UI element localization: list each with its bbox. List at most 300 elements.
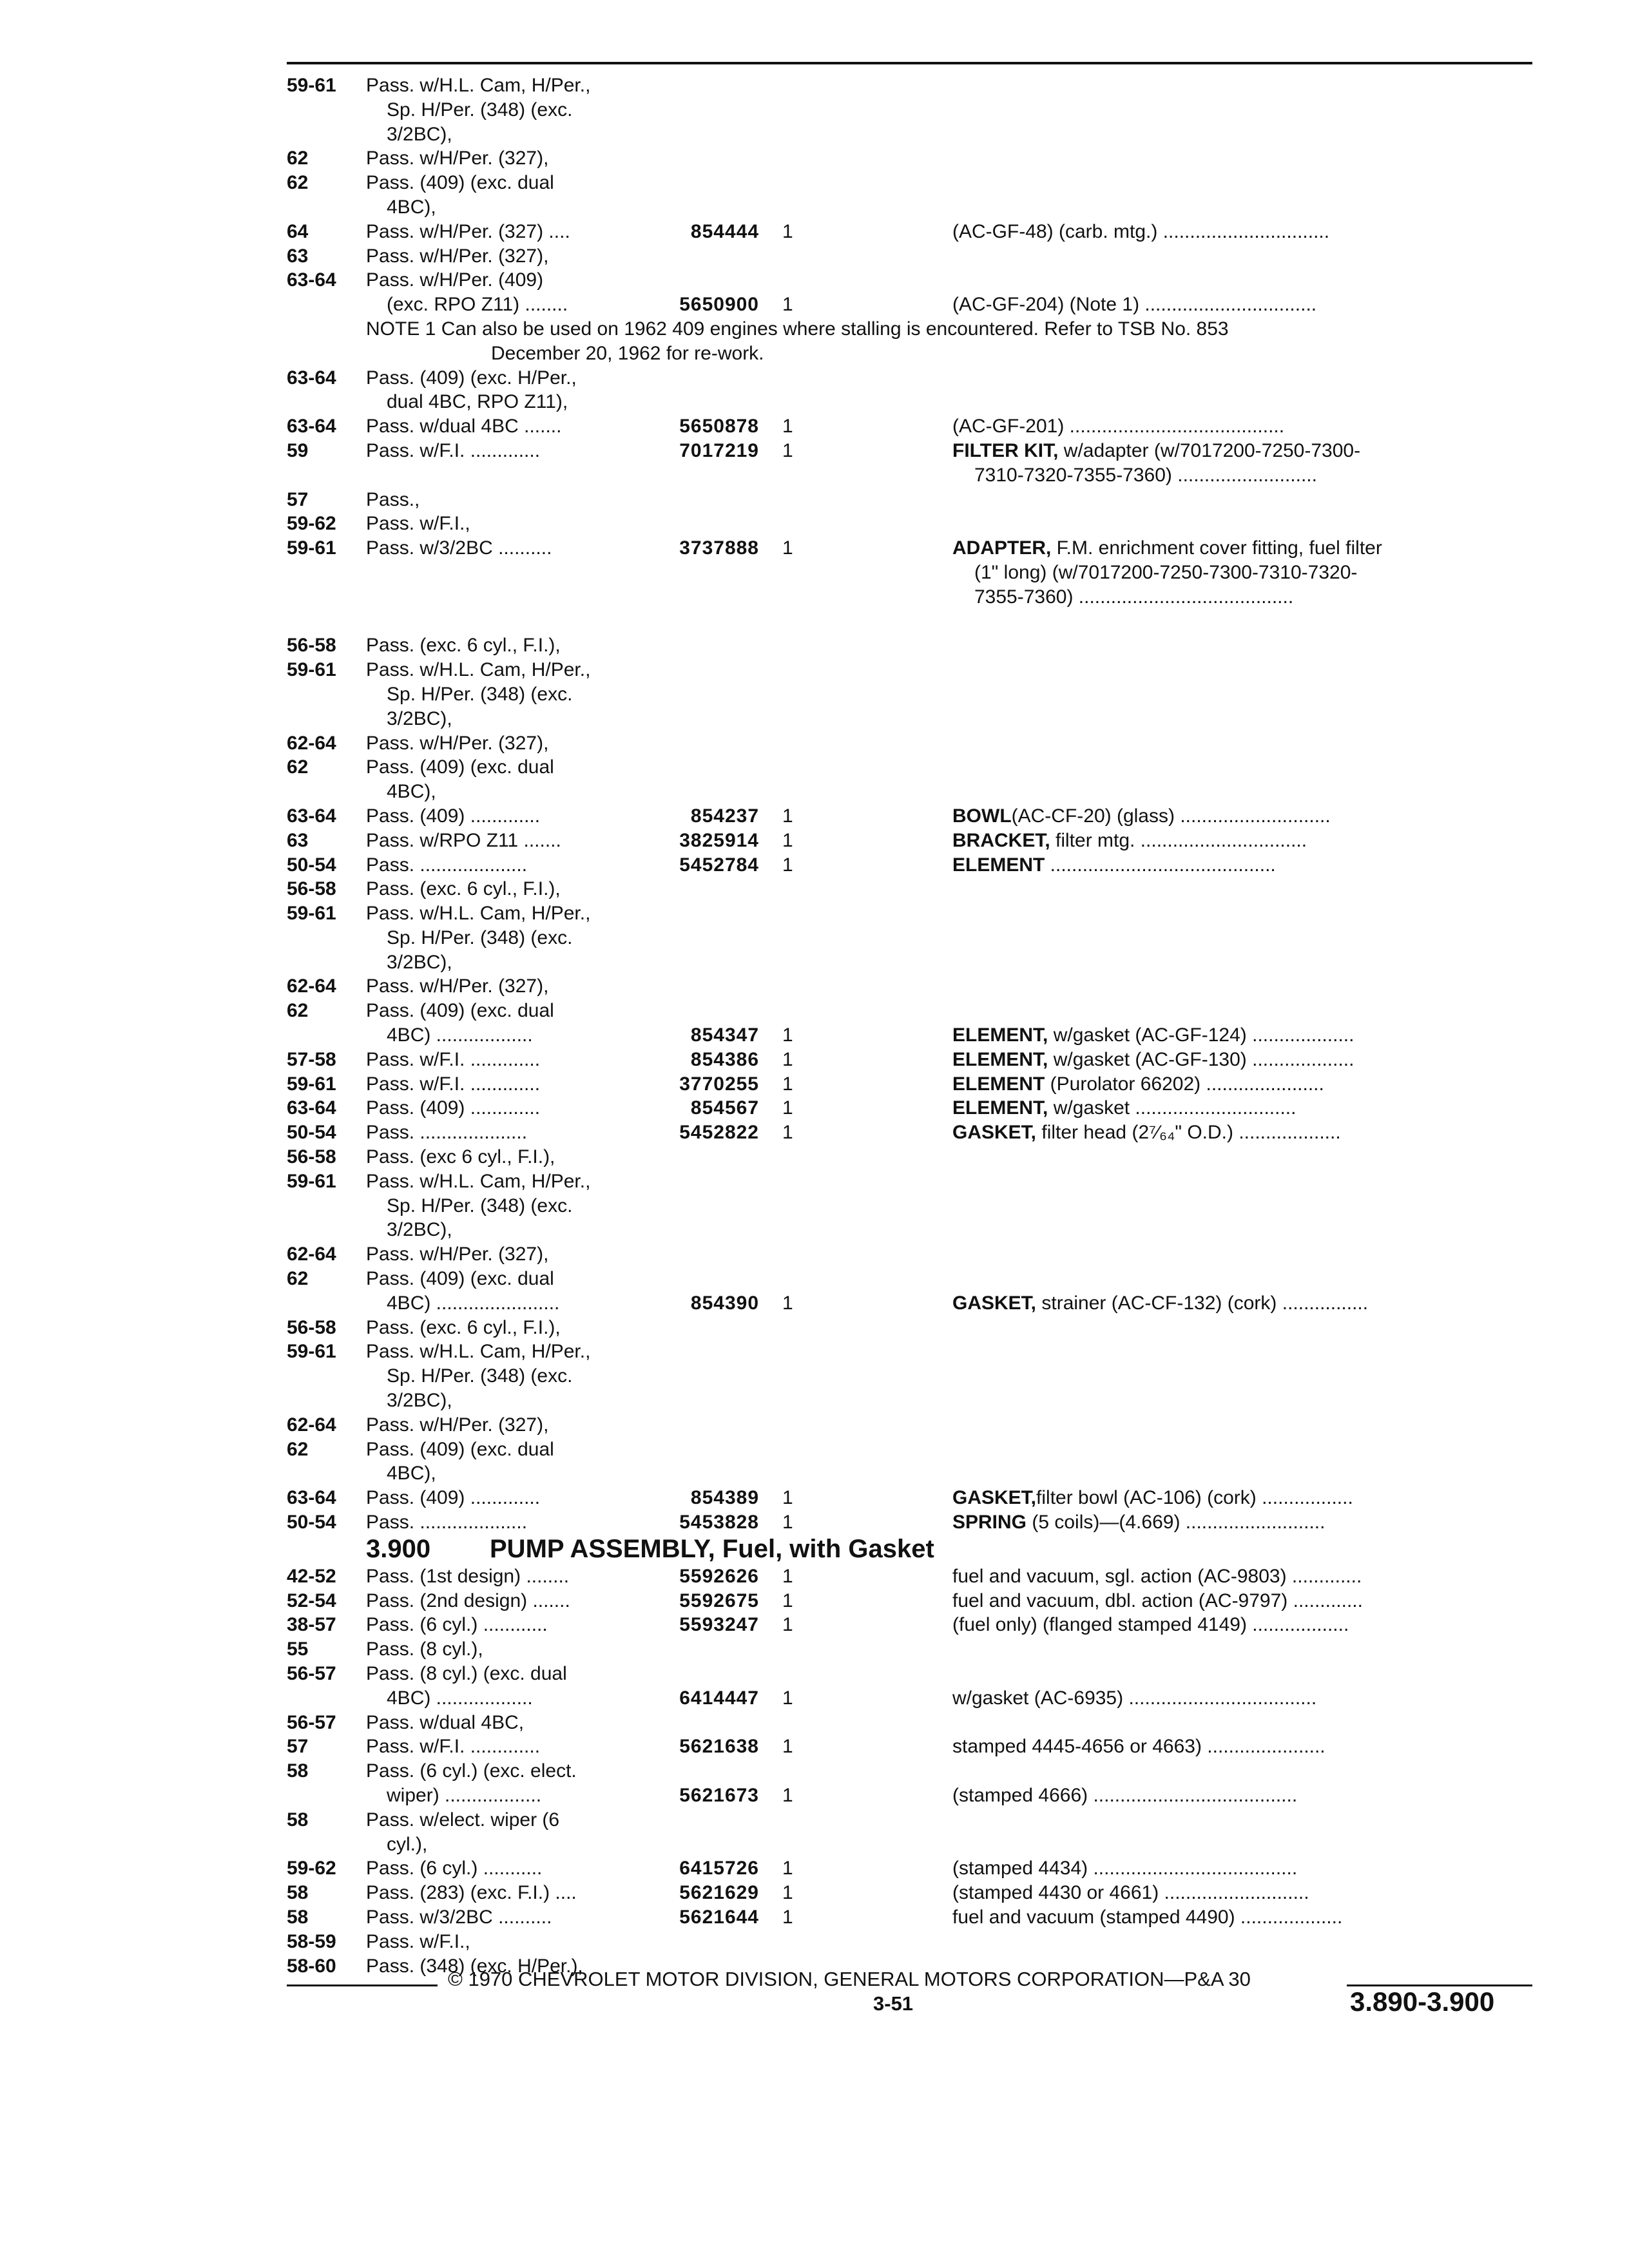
parts-row	[0, 1048, 1629, 1072]
model-years: 62-64	[287, 975, 336, 997]
parts-row	[0, 317, 1629, 341]
application-text: Pass. w/F.I. .............	[366, 1736, 541, 1758]
section-number: 3.900	[366, 1534, 431, 1563]
model-years: 59	[287, 439, 309, 461]
application-text: Pass. (409) (exc. dual	[366, 172, 554, 194]
model-years: 50-54	[287, 1512, 336, 1533]
model-years: 56-58	[287, 878, 336, 900]
quantity: 1	[782, 439, 793, 461]
model-years: 57	[287, 488, 309, 510]
quantity: 1	[782, 854, 793, 876]
model-years: 56-58	[287, 1146, 336, 1168]
description-text: w/gasket (AC-GF-130) ...................	[1048, 1048, 1354, 1070]
model-years: 57	[287, 1736, 309, 1758]
part-name: GASKET,	[952, 1487, 1037, 1509]
model-years: 62-64	[287, 1414, 336, 1436]
parts-row	[0, 390, 1629, 414]
application-continued: Sp. H/Per. (348) (exc.	[387, 99, 573, 120]
description-continued: 7310-7320-7355-7360) ..........................	[974, 464, 1317, 486]
part-description	[952, 1096, 1296, 1120]
description-text: (fuel only) (flanged stamped 4149) ..................	[952, 1614, 1349, 1636]
parts-row	[0, 926, 1629, 950]
application-text: Pass. (409) (exc. dual	[366, 756, 554, 778]
parts-row	[0, 610, 1629, 634]
part-number: 5592626	[679, 1565, 759, 1587]
parts-row	[0, 122, 1629, 147]
parts-row	[0, 1662, 1629, 1686]
parts-row	[0, 1461, 1629, 1486]
description-text: (AC-GF-201) ........................................	[952, 416, 1285, 437]
part-description	[952, 1048, 1354, 1072]
parts-list	[0, 73, 1629, 1978]
parts-row	[0, 1930, 1629, 1954]
description-continued: (1" long) (w/7017200-7250-7300-7310-7320-	[974, 561, 1358, 583]
parts-row	[0, 633, 1629, 658]
application-continued: 3/2BC),	[387, 1219, 452, 1241]
quantity: 1	[782, 1687, 793, 1709]
parts-row	[0, 731, 1629, 756]
application-text: Pass. w/H/Per. (327),	[366, 732, 549, 754]
part-name: BOWL	[952, 805, 1012, 827]
parts-row	[0, 293, 1629, 317]
description-text: ..........................................	[1045, 854, 1276, 876]
description-text: stamped 4445-4656 or 4663) ......................	[952, 1736, 1325, 1758]
part-number: 5592675	[679, 1590, 759, 1611]
parts-row	[0, 1808, 1629, 1832]
description-text: strainer (AC-CF-132) (cork) ................	[1036, 1292, 1369, 1314]
section-title	[366, 1535, 934, 1563]
part-name: FILTER KIT,	[952, 439, 1059, 461]
part-description	[952, 414, 1284, 439]
model-years: 62	[287, 756, 309, 778]
model-years: 62-64	[287, 1244, 336, 1265]
application-text: Pass. (283) (exc. F.I.) ....	[366, 1882, 577, 1904]
quantity: 1	[782, 1048, 793, 1070]
application-text: Pass. (exc. 6 cyl., F.I.),	[366, 635, 561, 657]
part-description	[952, 1564, 1362, 1589]
application-continued: Sp. H/Per. (348) (exc.	[387, 683, 573, 705]
quantity: 1	[782, 1024, 793, 1046]
part-description	[952, 1613, 1349, 1637]
application-text: Pass. (exc. 6 cyl., F.I.),	[366, 1316, 561, 1338]
quantity: 1	[782, 1097, 793, 1119]
application-text: Pass. w/elect. wiper (6	[366, 1809, 560, 1831]
part-number: 5453828	[679, 1512, 759, 1533]
application-continued: 3/2BC),	[387, 1390, 452, 1412]
quantity: 1	[782, 1614, 793, 1636]
parts-row	[0, 1194, 1629, 1218]
application-text: Pass. w/H/Per. (327),	[366, 1244, 549, 1265]
part-number: 854390	[690, 1292, 759, 1314]
description-text: (AC-GF-204) (Note 1) ................................	[952, 294, 1317, 316]
part-name: BRACKET,	[952, 829, 1050, 851]
model-years: 63-64	[287, 1097, 336, 1119]
quantity: 1	[782, 220, 793, 242]
quantity: 1	[782, 1122, 793, 1144]
description-text: fuel and vacuum (stamped 4490) ...................	[952, 1906, 1343, 1928]
application-text: Pass. w/H/Per. (327),	[366, 148, 549, 169]
parts-row	[0, 1759, 1629, 1783]
model-years: 63-64	[287, 1487, 336, 1509]
parts-row	[0, 1486, 1629, 1510]
parts-row	[0, 1783, 1629, 1808]
model-years: 38-57	[287, 1614, 336, 1636]
application-continued: 4BC) ..................	[387, 1024, 533, 1046]
model-years: 58-60	[287, 1955, 336, 1977]
parts-row	[0, 536, 1629, 561]
application-text: Pass. (409) .............	[366, 1097, 541, 1119]
application-text: Pass. (409) (exc. H/Per.,	[366, 367, 577, 389]
quantity: 1	[782, 416, 793, 437]
model-years: 63-64	[287, 367, 336, 389]
parts-row	[0, 1218, 1629, 1242]
description-text: (stamped 4430 or 4661) ...........................	[952, 1882, 1309, 1904]
parts-row	[0, 780, 1629, 804]
page-number: 3-51	[873, 1992, 914, 2015]
part-number: 854567	[690, 1097, 759, 1119]
part-description	[952, 804, 1331, 829]
application-continued: 4BC) .......................	[387, 1292, 560, 1314]
part-number: 5621629	[679, 1882, 759, 1904]
model-years: 63-64	[287, 416, 336, 437]
footer-left-rule	[287, 1984, 438, 1986]
description-text: filter head (2⁷⁄₆₄" O.D.) ...................	[1036, 1122, 1341, 1144]
model-years: 56-57	[287, 1663, 336, 1684]
part-description	[952, 1856, 1297, 1881]
part-description	[952, 536, 1382, 561]
part-description	[952, 1072, 1324, 1097]
model-years: 59-61	[287, 903, 336, 925]
parts-row	[0, 901, 1629, 926]
section-range: 3.890-3.900	[1350, 1986, 1495, 2017]
part-name: ELEMENT,	[952, 1024, 1048, 1046]
application-text: Pass. w/F.I. .............	[366, 1073, 541, 1095]
description-text: (stamped 4434) ......................................	[952, 1858, 1298, 1879]
application-text: Pass. w/F.I.,	[366, 1930, 470, 1952]
application-continued: Sp. H/Per. (348) (exc.	[387, 1365, 573, 1387]
model-years: 57-58	[287, 1048, 336, 1070]
part-description	[952, 1589, 1363, 1613]
model-years: 62	[287, 1438, 309, 1460]
parts-row	[0, 1735, 1629, 1759]
application-continued: 4BC),	[387, 781, 436, 803]
application-text: Pass. (409) .............	[366, 805, 541, 827]
model-years: 64	[287, 220, 309, 242]
model-years: 62	[287, 1000, 309, 1022]
part-number: 3737888	[679, 537, 759, 559]
parts-row	[0, 1613, 1629, 1637]
model-years: 63-64	[287, 269, 336, 291]
parts-row	[0, 707, 1629, 731]
model-years: 62	[287, 172, 309, 194]
parts-row	[0, 1832, 1629, 1857]
quantity: 1	[782, 1512, 793, 1533]
quantity: 1	[782, 1858, 793, 1879]
quantity: 1	[782, 805, 793, 827]
application-continued: 3/2BC),	[387, 123, 452, 145]
description-text: filter bowl (AC-106) (cork) .................	[1036, 1487, 1353, 1509]
quantity: 1	[782, 294, 793, 316]
parts-row	[0, 1589, 1629, 1613]
parts-row	[0, 1564, 1629, 1589]
parts-row	[0, 1856, 1629, 1881]
section-heading	[0, 1535, 1629, 1564]
application-text: Pass. w/H.L. Cam, H/Per.,	[366, 903, 591, 925]
top-rule	[287, 62, 1532, 64]
part-description	[952, 1881, 1309, 1905]
application-text: Pass. w/F.I. .............	[366, 1048, 541, 1070]
parts-row	[0, 1023, 1629, 1048]
part-name: ELEMENT	[952, 1073, 1045, 1095]
part-number: 3825914	[679, 829, 759, 851]
model-years: 59-61	[287, 659, 336, 681]
parts-row	[0, 1905, 1629, 1930]
parts-row	[0, 1881, 1629, 1905]
application-text: Pass. (exc. 6 cyl., F.I.),	[366, 878, 561, 900]
application-continued: (exc. RPO Z11) ........	[387, 294, 568, 316]
application-text: Pass. w/RPO Z11 .......	[366, 829, 561, 851]
parts-row	[0, 220, 1629, 244]
application-text: Pass. w/H/Per. (327) ....	[366, 220, 570, 242]
model-years: 62	[287, 1268, 309, 1290]
part-name: ELEMENT,	[952, 1048, 1048, 1070]
application-text: Pass. w/H/Per. (409)	[366, 269, 544, 291]
application-text: Pass. (6 cyl.) ............	[366, 1614, 548, 1636]
application-continued: wiper) ..................	[387, 1784, 542, 1806]
parts-row	[0, 463, 1629, 488]
model-years: 59-62	[287, 513, 336, 535]
part-number: 3770255	[679, 1073, 759, 1095]
application-continued: 3/2BC),	[387, 951, 452, 973]
copyright-line: © 1970 CHEVROLET MOTOR DIVISION, GENERAL MOTORS CORPORATION—P&A 30	[448, 1968, 1251, 1990]
note-text: NOTE 1 Can also be used on 1962 409 engines where stalling is encountered. Refer to TSB No. 853	[366, 318, 1229, 340]
quantity: 1	[782, 1590, 793, 1611]
parts-row	[0, 1364, 1629, 1389]
parts-row	[0, 1686, 1629, 1711]
parts-row	[0, 1413, 1629, 1437]
part-description	[952, 1023, 1354, 1048]
application-text: Pass. w/dual 4BC,	[366, 1711, 525, 1733]
model-years: 63-64	[287, 805, 336, 827]
parts-row	[0, 1510, 1629, 1535]
model-years: 58	[287, 1760, 309, 1782]
parts-row	[0, 1072, 1629, 1097]
parts-row	[0, 999, 1629, 1023]
part-number: 5621638	[679, 1736, 759, 1758]
application-text: Pass. ....................	[366, 1512, 528, 1533]
parts-row	[0, 1291, 1629, 1316]
parts-row	[0, 1267, 1629, 1291]
part-description	[952, 293, 1316, 317]
part-number: 5452784	[679, 854, 759, 876]
model-years: 50-54	[287, 854, 336, 876]
part-description	[952, 1735, 1325, 1759]
part-description	[952, 1120, 1341, 1145]
application-text: Pass. w/F.I. .............	[366, 439, 541, 461]
model-years: 58-59	[287, 1930, 336, 1952]
application-text: Pass. w/dual 4BC .......	[366, 416, 562, 437]
part-number: 7017219	[679, 439, 759, 461]
application-text: Pass. (6 cyl.) (exc. elect.	[366, 1760, 577, 1782]
description-text: fuel and vacuum, sgl. action (AC-9803) .............	[952, 1565, 1362, 1587]
quantity: 1	[782, 1292, 793, 1314]
application-continued: 4BC),	[387, 1463, 436, 1485]
description-continued: 7355-7360) ........................................	[974, 586, 1294, 608]
model-years: 59-61	[287, 1341, 336, 1363]
part-number: 6414447	[679, 1687, 759, 1709]
parts-row	[0, 658, 1629, 682]
model-years: 63	[287, 829, 309, 851]
application-text: Pass. (409) (exc. dual	[366, 1268, 554, 1290]
parts-row	[0, 195, 1629, 220]
application-text: Pass. (6 cyl.) ...........	[366, 1858, 543, 1879]
application-continued: Sp. H/Per. (348) (exc.	[387, 927, 573, 948]
application-text: Pass. w/H.L. Cam, H/Per.,	[366, 1170, 591, 1192]
application-text: Pass. ....................	[366, 854, 528, 876]
parts-row	[0, 829, 1629, 853]
part-description	[952, 1686, 1316, 1711]
application-continued: Sp. H/Per. (348) (exc.	[387, 1195, 573, 1216]
part-number: 854386	[690, 1048, 759, 1070]
parts-row	[0, 804, 1629, 829]
parts-row	[0, 1145, 1629, 1169]
parts-row	[0, 1242, 1629, 1267]
part-name: SPRING	[952, 1512, 1027, 1533]
application-text: Pass. (2nd design) .......	[366, 1590, 570, 1611]
model-years: 58	[287, 1809, 309, 1831]
part-number: 5650878	[679, 416, 759, 437]
parts-row	[0, 1316, 1629, 1340]
quantity: 1	[782, 829, 793, 851]
part-number: 854444	[690, 220, 759, 242]
note-continued: December 20, 1962 for re-work.	[491, 342, 764, 364]
parts-row	[0, 341, 1629, 366]
part-name: GASKET,	[952, 1292, 1037, 1314]
model-years: 42-52	[287, 1565, 336, 1587]
part-number: 854237	[690, 805, 759, 827]
application-text: Pass. w/F.I.,	[366, 513, 470, 535]
description-text: filter mtg. ...............................	[1050, 829, 1307, 851]
model-years: 59-61	[287, 1170, 336, 1192]
parts-row	[0, 1340, 1629, 1364]
parts-row	[0, 1120, 1629, 1145]
application-text: Pass. (348) (exc. H/Per.),	[366, 1955, 583, 1977]
description-text: (stamped 4666) ......................................	[952, 1784, 1298, 1806]
application-text: Pass. (8 cyl.) (exc. dual	[366, 1663, 567, 1684]
part-number: 5593247	[679, 1614, 759, 1636]
model-years: 59-61	[287, 537, 336, 559]
description-text: (AC-CF-20) (glass) ............................	[1011, 805, 1331, 827]
description-text: F.M. enrichment cover fitting, fuel filter	[1051, 537, 1382, 559]
part-description	[952, 829, 1307, 853]
part-number: 5452822	[679, 1122, 759, 1144]
parts-row	[0, 171, 1629, 195]
application-text: Pass. (1st design) ........	[366, 1565, 570, 1587]
parts-row	[0, 585, 1629, 610]
application-text: Pass. w/H.L. Cam, H/Per.,	[366, 1341, 591, 1363]
parts-row	[0, 755, 1629, 780]
application-continued: 4BC),	[387, 196, 436, 218]
parts-row	[0, 1096, 1629, 1120]
section-name: PUMP ASSEMBLY, Fuel, with Gasket	[490, 1534, 934, 1563]
model-years: 63	[287, 245, 309, 267]
application-text: Pass. w/H/Per. (327),	[366, 975, 549, 997]
parts-row	[0, 1711, 1629, 1735]
description-text: (5 coils)—(4.669) ..........................	[1027, 1512, 1325, 1533]
parts-row	[0, 366, 1629, 390]
application-continued: 3/2BC),	[387, 707, 452, 729]
parts-row	[0, 561, 1629, 585]
part-description	[952, 1905, 1342, 1930]
description-text: w/gasket (AC-6935) ...................................	[952, 1687, 1317, 1709]
model-years: 56-58	[287, 635, 336, 657]
part-name: GASKET,	[952, 1122, 1037, 1144]
application-text: Pass. w/H/Per. (327),	[366, 245, 549, 267]
application-text: Pass. w/H.L. Cam, H/Per.,	[366, 75, 591, 96]
model-years: 59-61	[287, 75, 336, 96]
parts-row	[0, 1169, 1629, 1194]
model-years: 58	[287, 1906, 309, 1928]
description-text: w/gasket (AC-GF-124) ...................	[1048, 1024, 1354, 1046]
description-text: fuel and vacuum, dbl. action (AC-9797) .............	[952, 1590, 1363, 1611]
parts-row	[0, 73, 1629, 98]
model-years: 58	[287, 1882, 309, 1904]
parts-row	[0, 974, 1629, 999]
parts-row	[0, 146, 1629, 171]
model-years: 50-54	[287, 1122, 336, 1144]
part-description	[952, 1486, 1353, 1510]
parts-row	[0, 877, 1629, 901]
part-number: 854389	[690, 1487, 759, 1509]
part-description	[952, 439, 1360, 463]
parts-row	[0, 244, 1629, 269]
application-text: Pass. (8 cyl.),	[366, 1639, 483, 1660]
parts-row	[0, 439, 1629, 463]
model-years: 55	[287, 1639, 309, 1660]
quantity: 1	[782, 1906, 793, 1928]
application-text: Pass. (409) (exc. dual	[366, 1438, 554, 1460]
model-years: 59-61	[287, 1073, 336, 1095]
quantity: 1	[782, 1882, 793, 1904]
parts-row	[0, 268, 1629, 293]
quantity: 1	[782, 1073, 793, 1095]
part-number: 5621644	[679, 1906, 759, 1928]
part-description	[952, 1291, 1368, 1316]
part-description	[952, 220, 1329, 244]
parts-row	[0, 1437, 1629, 1462]
description-text: (AC-GF-48) (carb. mtg.) ...............................	[952, 220, 1330, 242]
application-text: Pass. w/3/2BC ..........	[366, 1906, 552, 1928]
part-description	[952, 1510, 1325, 1535]
part-description	[952, 853, 1276, 878]
model-years: 62-64	[287, 732, 336, 754]
description-text: w/gasket ..............................	[1048, 1097, 1296, 1119]
parts-row	[0, 853, 1629, 878]
quantity: 1	[782, 1784, 793, 1806]
parts-row	[0, 1637, 1629, 1662]
part-number: 6415726	[679, 1858, 759, 1879]
parts-row	[0, 512, 1629, 536]
application-text: Pass. w/H.L. Cam, H/Per.,	[366, 659, 591, 681]
description-text: (Purolator 66202) ......................	[1045, 1073, 1324, 1095]
model-years: 62	[287, 148, 309, 169]
parts-row	[0, 1389, 1629, 1413]
application-text: Pass.,	[366, 488, 420, 510]
quantity: 1	[782, 537, 793, 559]
application-continued: 4BC) ..................	[387, 1687, 533, 1709]
parts-row	[0, 98, 1629, 122]
part-name: ELEMENT	[952, 854, 1045, 876]
